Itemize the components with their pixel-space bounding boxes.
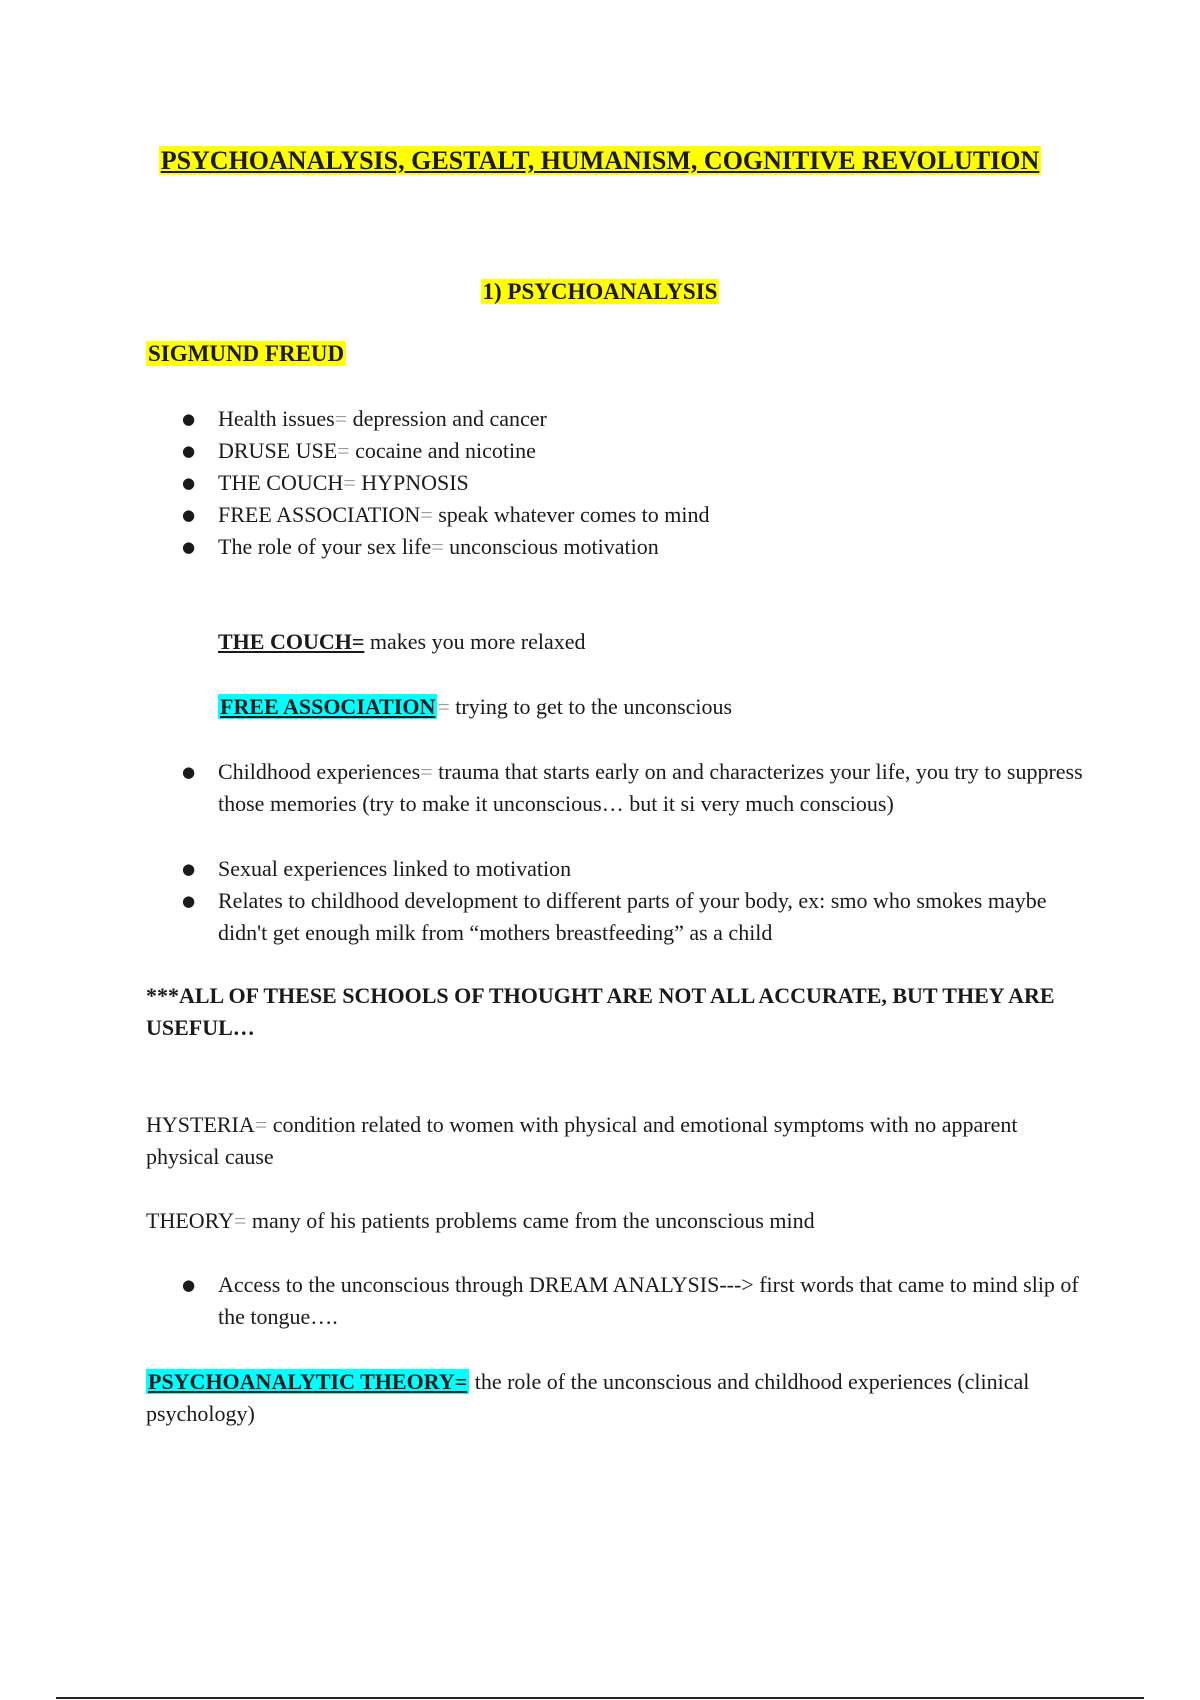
hysteria-definition (146, 1109, 1096, 1173)
bullet-term: THE COUCH (218, 470, 344, 495)
theory-definition (146, 1205, 1096, 1237)
couch-text: makes you more relaxed (364, 629, 586, 654)
bullet-term: FREE ASSOCIATION (218, 502, 421, 527)
psychoanalytic-theory-text: the role of the unconscious and childhood experiences (clinical psychology) (146, 1369, 1030, 1426)
list-item: ● Access to the unconscious through DREAM ANALYSIS---> first words that came to mind slip of the tongue…. (146, 1269, 1096, 1333)
equals-sign: = (343, 470, 356, 495)
person-heading (146, 340, 346, 368)
list-item: ● Sexual experiences linked to motivation (146, 853, 1096, 885)
bullet-text: depression and cancer (347, 406, 547, 431)
bullet-term: The role of your sex life (218, 534, 432, 559)
theory-text: many of his patients problems came from the unconscious mind (246, 1208, 815, 1233)
couch-definition (146, 626, 1168, 658)
free-association-term: FREE ASSOCIATION (220, 694, 436, 719)
list-item (146, 435, 1096, 467)
bullet-list-dream (146, 1269, 1096, 1333)
bullet-text: speak whatever comes to mind (432, 502, 710, 527)
equals-sign: = (254, 1112, 268, 1137)
page-bottom-rule (56, 1697, 1144, 1699)
list-item (146, 531, 1096, 563)
document-title (0, 146, 1200, 176)
list-item (146, 403, 1096, 435)
bullet-term: Health issues (218, 406, 335, 431)
hysteria-text: condition related to women with physical and emotional symptoms with no apparent physical cause (146, 1112, 1018, 1169)
list-item: ● Relates to childhood development to different parts of your body, ex: smo who smokes maybe didn't get enough milk from “mothers breastfeeding” as a child (146, 885, 1096, 949)
section-heading-highlight: 1) PSYCHOANALYSIS (482, 279, 718, 304)
couch-term: THE COUCH= (218, 629, 365, 654)
bullet-text: trauma that starts early on and characterizes your life, you try to suppress those memories (try to make it unconscious… but it si very much conscious) (218, 759, 1083, 816)
free-association-text: trying to get to the unconscious (449, 694, 733, 719)
equals-sign: = (334, 406, 348, 431)
equals-sign: = (234, 1208, 247, 1233)
bullet-term: DRUSE USE (218, 438, 338, 463)
title-highlight: PSYCHOANALYSIS, GESTALT, HUMANISM, COGNITIVE REVOLUTION (160, 146, 1040, 175)
free-association-definition (146, 691, 1168, 723)
bullet-text: cocaine and nicotine (349, 438, 536, 463)
list-item (146, 499, 1096, 531)
schools-note: ***ALL OF THESE SCHOOLS OF THOUGHT ARE NOT ALL ACCURATE, BUT THEY ARE USEFUL… (146, 983, 1055, 1040)
bullet-text: unconscious motivation (443, 534, 659, 559)
bullet-term: Childhood experiences (218, 759, 421, 784)
person-highlight: SIGMUND FREUD (148, 341, 345, 366)
list-item (146, 467, 1096, 499)
bullet-list-2 (146, 853, 1096, 949)
list-item (146, 756, 1096, 820)
equals-sign: = (337, 438, 350, 463)
hysteria-term: HYSTERIA (146, 1112, 255, 1137)
equals-sign: = (437, 694, 450, 719)
bullet-list-childhood (146, 756, 1096, 820)
psychoanalytic-theory-definition (146, 1366, 1096, 1430)
section-heading (0, 278, 1200, 306)
equals-sign: = (420, 502, 433, 527)
bullet-text: HYPNOSIS (355, 470, 469, 495)
bullet-list-1 (146, 403, 1096, 563)
equals-sign: = (420, 759, 433, 784)
psychoanalytic-theory-term: PSYCHOANALYTIC THEORY= (148, 1369, 468, 1394)
equals-sign: = (431, 534, 444, 559)
theory-term: THEORY (146, 1208, 234, 1233)
